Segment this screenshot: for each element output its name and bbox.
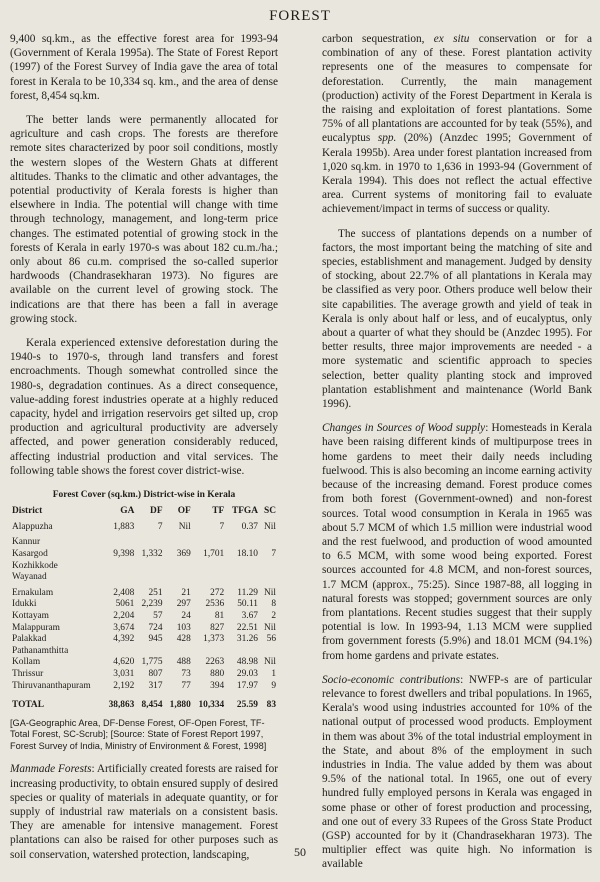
italic-term: ex situ — [433, 33, 470, 45]
table-row — [10, 572, 278, 584]
table-cell: Nil — [264, 657, 276, 668]
table-cell: Idukki — [12, 599, 37, 610]
table-cell: Kollam — [12, 657, 41, 668]
paragraph: The better lands were permanently allocated for agriculture and cash crops. The forests are therefore remote sites characterized by poor soil conditions, mostly the western slopes of the Western Ghats at different altitudes. Thanks to the climatic and other advantages, the potential productivity of Kerala forests is higher than elsewhere in India. The potential will change with time through technology, management, and long-term price changes. The estimated potential of growing stock in the forests of Kerala in early 1970-s was about 182 cu.m./ha.; only about 86 cu.m. comprised the so-called superior hardwoods (Chandrasekharan 1973). No figures are available on the current level of growing stock. The indications are that there has been a fall in average growing stock. — [10, 114, 278, 325]
table-cell: 17.97 — [236, 680, 258, 691]
table-cell: Nil — [264, 521, 276, 532]
table-row — [10, 692, 278, 712]
table-cell — [165, 646, 193, 658]
table-cell — [226, 561, 260, 573]
table-cell: Kasargod — [12, 549, 48, 560]
table-cell — [226, 533, 260, 549]
table-cell: 827 — [210, 622, 225, 633]
table-cell: 880 — [210, 669, 225, 680]
table-cell: 394 — [210, 680, 225, 691]
table-cell: 297 — [176, 599, 191, 610]
paragraph-text: : Homesteads in Kerala have been raising different kinds of multipurpose trees in home gardens to meet their daily needs including fuelwood. This is also becoming an income earning activity because of the increasing demand. Forest produce comes from both forest (Government-owned) and non-forest sources. Total wood consumption in Kerala in 1965 was about 5.7 MCM of which 1.5 million were industrial wood and the rest fuelwood, and production of wood amounted to 6.5 MCM, with some wood being exported. Forest sources accounted for 4.8 MCM, and non-forest sources, 1.7 MCM (approx., 75:25). Since 1987-88, all logging in natural forests was stopped; government sources are only from plantations. Recent studies suggest that their supply potential is low. In 1993-94, 1.13 MCM were supplied from government forests (5.9%) and 18.01 MCM (94.1%) from home gardens and private estates. — [322, 422, 592, 662]
page-number: 50 — [294, 845, 306, 859]
table-cell: 4,392 — [113, 634, 135, 645]
table-cell: 2,239 — [141, 599, 163, 610]
table-cell: Thrissur — [12, 669, 44, 680]
paragraph-text: conservation or for a combination of any of these. Forest plantation activity represents one of the measures to compensate for deforestation. Currently, the main management (production) activity of the Forest Department in Kerala is the raising and exploitation of forest plantations. Some 75% of all plantations are accounted for by teak (55%), and eucalyptus — [322, 33, 592, 145]
table-cell: Palakkad — [12, 634, 47, 645]
table-cell — [193, 533, 226, 549]
table-cell: 0.37 — [241, 521, 258, 532]
table-cell: 9,398 — [113, 549, 135, 560]
table-cell: 251 — [148, 587, 163, 598]
table-row — [10, 646, 278, 658]
table-note: [GA-Geographic Area, DF-Dense Forest, OF-Open Forest, TF-Total Forest, SC-Scrub]; [Source: State of Forest Report 1997, Forest Survey of India, Ministry of Environment & Forest, 1998] — [10, 717, 267, 751]
table-cell: 73 — [181, 669, 191, 680]
table-cell — [136, 561, 164, 573]
table-cell: 11.29 — [237, 587, 258, 598]
table-cell: Kozhikkode — [12, 560, 58, 571]
table-header-cell: District — [12, 506, 43, 517]
table-cell — [165, 572, 193, 584]
table-cell: 1 — [271, 669, 276, 680]
table-cell: Nil — [178, 521, 191, 532]
table-cell: Malappuram — [12, 622, 60, 633]
table-header-row — [10, 506, 278, 522]
table-cell — [226, 646, 260, 658]
paragraph — [322, 421, 592, 662]
table-cell: 3.67 — [241, 611, 258, 622]
table-cell: 29.03 — [236, 669, 258, 680]
table-cell: 724 — [148, 622, 163, 633]
table-cell: 57 — [153, 611, 163, 622]
table-row — [10, 522, 278, 534]
table-cell: 2,192 — [113, 680, 135, 691]
table-cell: 24 — [181, 611, 191, 622]
paragraph — [322, 673, 592, 872]
table-cell: 2,204 — [113, 611, 135, 622]
table-cell: 3,674 — [113, 622, 135, 633]
paragraph-text: : Artificially created forests are raised for increasing productivity, to obtain ensured supply of desired species or quality of materials in adequate quantity, or for supply of industrial raw materials on a consistent basis. They are amenable for intensive management. Forest plantations can also be raised for other purposes such as soil conservation, watershed protection, landscaping, — [10, 763, 278, 861]
paragraph-text: (20%) (Anzdec 1995; Government of Kerala 1995b). Area under forest plantation increased from 1,020 sq.km. in 1970 to 1,636 in 1993-94 (Government of Kerala 1994). This does not reflect the actual effective area. Current systems of monitoring fail to evaluate achievement/impact in terms of success or quality. — [322, 132, 592, 216]
table-row — [10, 533, 278, 549]
table-cell — [193, 561, 226, 573]
table-cell: 488 — [176, 657, 191, 668]
table-cell: 428 — [176, 634, 191, 645]
table-header-cell: TF — [212, 506, 225, 517]
table-row — [10, 561, 278, 573]
table-cell: Wayanad — [12, 572, 47, 583]
table-cell — [226, 572, 260, 584]
table-cell — [136, 533, 164, 549]
table-cell: 807 — [148, 669, 163, 680]
paragraph: Kerala experienced extensive deforestation during the 1940-s to 1970-s, through land transfers and forest encroachments. Though somewhat controlled since the 1980-s, degradation continues. As a direct consequence, value-adding forest industries operate at a highly reduced capacity, hydel and irrigation reservoirs get silted up, crop production and agricultural productivity are adversely affected, and power generation considerably reduced, affecting industrial production and vital services. The following table shows the forest cover district-wise. — [10, 337, 278, 477]
table-cell: 7 — [157, 521, 163, 532]
table-row — [10, 669, 278, 681]
table-cell: 1,701 — [203, 549, 225, 560]
table-cell: Ernakulam — [12, 587, 54, 598]
table-row — [10, 611, 278, 623]
table-cell: 369 — [176, 549, 191, 560]
table-row — [10, 623, 278, 635]
table-cell: 81 — [214, 611, 225, 622]
table-cell: 1,373 — [203, 634, 225, 645]
paragraph-text: : NWFP-s are of particular relevance to forest dwellers and tribal populations. In 1965, Kerala's wood using industries accounted for 10% of the national output of processed wood products. Employment in them was about 3% of the total industrial employment in the State, and about 8% of the employment in such industries in India. The value added by them was about 9.5% of the national total. In 1965, one out of every hundred fully employed persons in Kerala was engaged in some phase or other of forest production and processing, and one out of every 33 Rupees of the Gross State Product (GSP) accounted for by it (Chandrasekharan 1973). The multiplier effect was quite high. No information is available — [322, 673, 592, 871]
table-cell: 21 — [181, 587, 191, 598]
table-cell: 18.10 — [236, 549, 258, 560]
table-cell — [260, 572, 278, 584]
table-cell — [193, 572, 226, 584]
table-cell: 25.59 — [236, 700, 258, 711]
table-header-cell: SC — [264, 506, 276, 517]
table-cell: 4,620 — [113, 657, 135, 668]
table-cell: 48.98 — [236, 657, 258, 668]
table-row — [10, 599, 278, 611]
subheading: Manmade Forests — [10, 763, 92, 776]
table-cell — [260, 533, 278, 549]
table-cell — [136, 572, 164, 584]
table-cell: 5061 — [115, 599, 135, 610]
table-cell: 2,408 — [113, 587, 135, 598]
table-cell — [103, 561, 136, 573]
table-cell — [260, 646, 278, 658]
paragraph: The success of plantations depends on a number of factors, the most important being the matching of site and species, establishment and management. Judged by density of stocking, about 22.7% of all plantations in Kerala may be classified as very poor. Others produce well below their site capabilities. The average growth and yield of teak in Kerala is only about half or less, and of eucalyptus, only about a quarter of what they should be (Anzdec 1995). For better results, three major improvements are needed - a more systematic and scientific approach to species selection, better quality planting stock and improved plantation establishment and maintenance (World Bank 1996). — [322, 227, 592, 411]
table-cell: Alappuzha — [12, 521, 53, 532]
subheading: Changes in Sources of Wood supply — [322, 422, 486, 435]
table-cell: Nil — [264, 622, 276, 633]
table-cell: TOTAL — [12, 700, 44, 711]
table-row — [10, 634, 278, 646]
table-cell: 77 — [181, 680, 191, 691]
table-header-cell: TFGA — [231, 506, 258, 517]
paragraph: 9,400 sq.km., as the effective forest area for 1993-94 (Government of Kerala 1995a). The State of Forest Report (1997) of the Forest Survey of India gave the area of total forest in Kerala to be 10,334 sq. km., and the area of dense forest, 8,454 sq.km. — [10, 33, 278, 102]
table-cell: 2 — [271, 611, 276, 622]
table-cell: 103 — [176, 622, 191, 633]
table-cell: 31.26 — [236, 634, 258, 645]
table-cell: 1,775 — [141, 657, 163, 668]
table-header-cell: OF — [177, 506, 191, 517]
table-cell: 945 — [148, 634, 163, 645]
table-body — [10, 522, 278, 712]
table-cell: 8,454 — [141, 700, 163, 711]
table-cell: 9 — [271, 680, 276, 691]
right-column — [322, 32, 592, 882]
table-cell: Nil — [264, 587, 276, 598]
table-cell — [165, 533, 193, 549]
forest-cover-table — [10, 506, 278, 712]
table-cell: 8 — [271, 599, 276, 610]
table-cell: 22.51 — [236, 622, 258, 633]
table-cell — [103, 646, 136, 658]
table-header-cell: GA — [120, 506, 135, 517]
table-cell: 1,880 — [169, 700, 191, 711]
table-cell: 83 — [266, 700, 276, 711]
table-cell: 2536 — [205, 599, 225, 610]
table-cell: Pathanamthitta — [12, 645, 69, 656]
table-cell: 3,031 — [113, 669, 135, 680]
table-header-cell: DF — [150, 506, 163, 517]
table-cell: 56 — [266, 634, 276, 645]
table-cell: 2263 — [205, 657, 225, 668]
table-cell: 7 — [271, 549, 276, 560]
table-cell: Kannur — [12, 537, 41, 548]
left-column — [10, 32, 278, 872]
table-cell: 1,883 — [113, 521, 135, 532]
table-cell — [103, 572, 136, 584]
italic-term: spp. — [377, 132, 397, 145]
table-cell — [165, 561, 193, 573]
paragraph — [322, 32, 592, 217]
table-cell — [193, 646, 226, 658]
table-cell: Kottayam — [12, 611, 49, 622]
table-title: Forest Cover (sq.km.) District-wise in Kerala — [52, 490, 236, 501]
table-cell: 1,332 — [141, 549, 163, 560]
table-row — [10, 681, 278, 693]
table-cell: 7 — [219, 521, 225, 532]
table-cell: 272 — [210, 587, 225, 598]
table-cell: 317 — [148, 680, 163, 691]
table-cell: 50.11 — [237, 599, 258, 610]
table-cell — [260, 561, 278, 573]
paragraph-text: carbon sequestration, — [322, 33, 434, 45]
table-cell: 38,863 — [108, 700, 135, 711]
table-cell: 10,334 — [198, 700, 225, 711]
table-cell: Thiruvananthapuram — [12, 680, 91, 691]
table-row — [10, 657, 278, 669]
table-cell — [136, 646, 164, 658]
table-row — [10, 549, 278, 561]
subheading: Socio-economic contributions — [322, 673, 461, 686]
table-row — [10, 584, 278, 600]
page-header: FOREST — [269, 8, 331, 24]
table-cell — [103, 533, 136, 549]
